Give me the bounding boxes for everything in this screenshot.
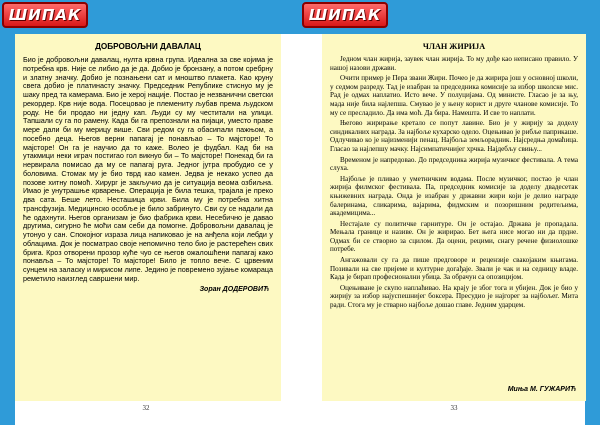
left-story-body: Био је добровољни давалац, нулта крвна група. Идеална за све којима је потребна крв. Није се либио да је да. Добио је бронзану, а потом сребрну и златну значку. Добио је познањени сат и мноштво плакета. Као круну свега добио је платинасту значку. Председник Републике стиснуо му је шаку пред та камерама. Био је херој нације. Постао је незванични светски рекордер. Крв није вода. Посецовао је племениту љубав према људском роду. Не би продао ни једну кап. Људи су му честитали на улици. Тапшали су га по рамену. Када би га препознали на пијаци, уместо праве мере дали би му мерицу више. Сви редом су га обасипали пажњом, а посебно деца. Његов верни папагај је понављао – То мајсторе! То мајсторе! Он га је научио да то каже. Волео је фудбал. Кад би на утакмици неки играч постигао гол викнуо би – То мајсторе! Понекад би га нервирала помисао да му се папагај руга. Једног јутра пробудио се у боловима. Стомак му је био тврд као камен. Једва је некако успео да позове хитну помоћ. Хирург је закључио да је ситуација веома озбиљна. Имао је унутрашње крварење. Операција је била тешка, трајала је преко два сата. Беше лето. Несташица крви. Била му је потребна хитна трансфузија. Медицинско особље је било забринуто. Сви су се надали да ће одахнути. Његов организам је био фабрика крви. Несебично је давао другима, сигурно ће моћи сам себи да помогне. Добровољни давалац је утонуо у сан. Спокојног израза лица напиковао је на анђела који лебди у облацима. Док је посматрао своје непомично тело био је растерећен свих брига. Кроз отворени прозор куће чуо се његов ожалошћени папагај како понавља – То мајсторе! То мајсторе! Било је топло вече. С црвеним сунцем на заласку и мирисом липе. Једино је повремено зујање комараца реметило наизглед савршени мир. (23, 55, 273, 283)
right-story-paragraph: Његово жирирање кретало се попут лавине. Био је у жирију за доделу синдикалних награда. За најбоље кухарско одело. Оцењивао је рибље паприкаше. Одлучивао ко је најизменији пенац. Најбоља земљорадник. Најсредња домаћица. Гласао за најлепшу мачку. Најсимпатичнијег хрчка. Најдебљу свињу... (330, 119, 578, 153)
right-page (300, 0, 600, 425)
right-author-signature: Миња М. ГУЖАРИЋ (507, 386, 576, 393)
right-magazine-logo: ШИПАК (302, 2, 388, 28)
left-content-panel (15, 34, 281, 401)
right-story-paragraph: Једном члан жирија, заувек члан жирија. То му дође као неписано правило. У нашој назови држави. (330, 55, 578, 72)
right-story-paragraph: Ангажовали су га да пише предговоре и рецензије свакојаким књигама. Позивали на све пријеме и културне догађаје. Звали је чак и на седницу владе. Када је бирап професионални убица. За обрачун са опозицијом. (330, 256, 578, 282)
left-page-number: 32 (142, 404, 150, 412)
right-side-bar (585, 0, 600, 425)
right-story-paragraph: Нестајале су политичке гарнитуре. Он је остајао. Држава је пропадала. Мењала границе и називе. Он је жирирао. Бет њега нисе могао ни да прдне. Одмах би се створио за сцилом. Да оцени, рецими, снагу речене физиолошке потребе. (330, 219, 578, 254)
left-magazine-logo: ШИПАК (2, 2, 88, 28)
right-story-paragraph: Очити пример је Пера звани Жири. Почео је да жирира још у основној школи, у седмом разреду. Тад је изабран за председника комисије за избор школске мис. Рад је одмах наплатио. Исто вече. У полуцијама. Од министе. Гласао је за њу, мада није била најлепша. Смувао је у њену корист и друге чланове комисије. То му се пресладило. Да има моћ. Да бира. Намешта. И све то наплати. (330, 74, 578, 117)
right-page-number: 33 (450, 404, 458, 412)
left-story-title: ДОБРОВОЉНИ ДАВАЛАЦ (95, 42, 201, 51)
right-story-paragraph: Оцењиване је скупо наплаћивао. На крају је због тога и убијен. Док је био у жирију за избор најуспешнијег боксера. Пресудио је најгорег за најбољег. Мита ради. Стога му је стварно најбоље дошао главе. Једним ударцем. (330, 283, 578, 310)
right-story-paragraph: Најбоље је пливао у уметничким водама. После музичког, постао је члан жирија филмског фестивала. Па, председник комисије за доделу двадесетак књижевних награда. Онда је изабран у државни жири који је делио награде балеринама, сликарима, вајарима, фидмским и позоришним редитељима, академицима... (330, 174, 578, 218)
left-side-bar (0, 0, 15, 425)
right-story-paragraph: Временом је напредовао. До председника жирија музичког фестивала. А тема слуха. (330, 155, 578, 173)
right-content-panel (322, 34, 586, 401)
right-story-title: ЧЛАН ЖИРИЈА (422, 42, 486, 51)
left-author-signature: Зоран ДОДЕРОВИЋ (199, 285, 269, 293)
